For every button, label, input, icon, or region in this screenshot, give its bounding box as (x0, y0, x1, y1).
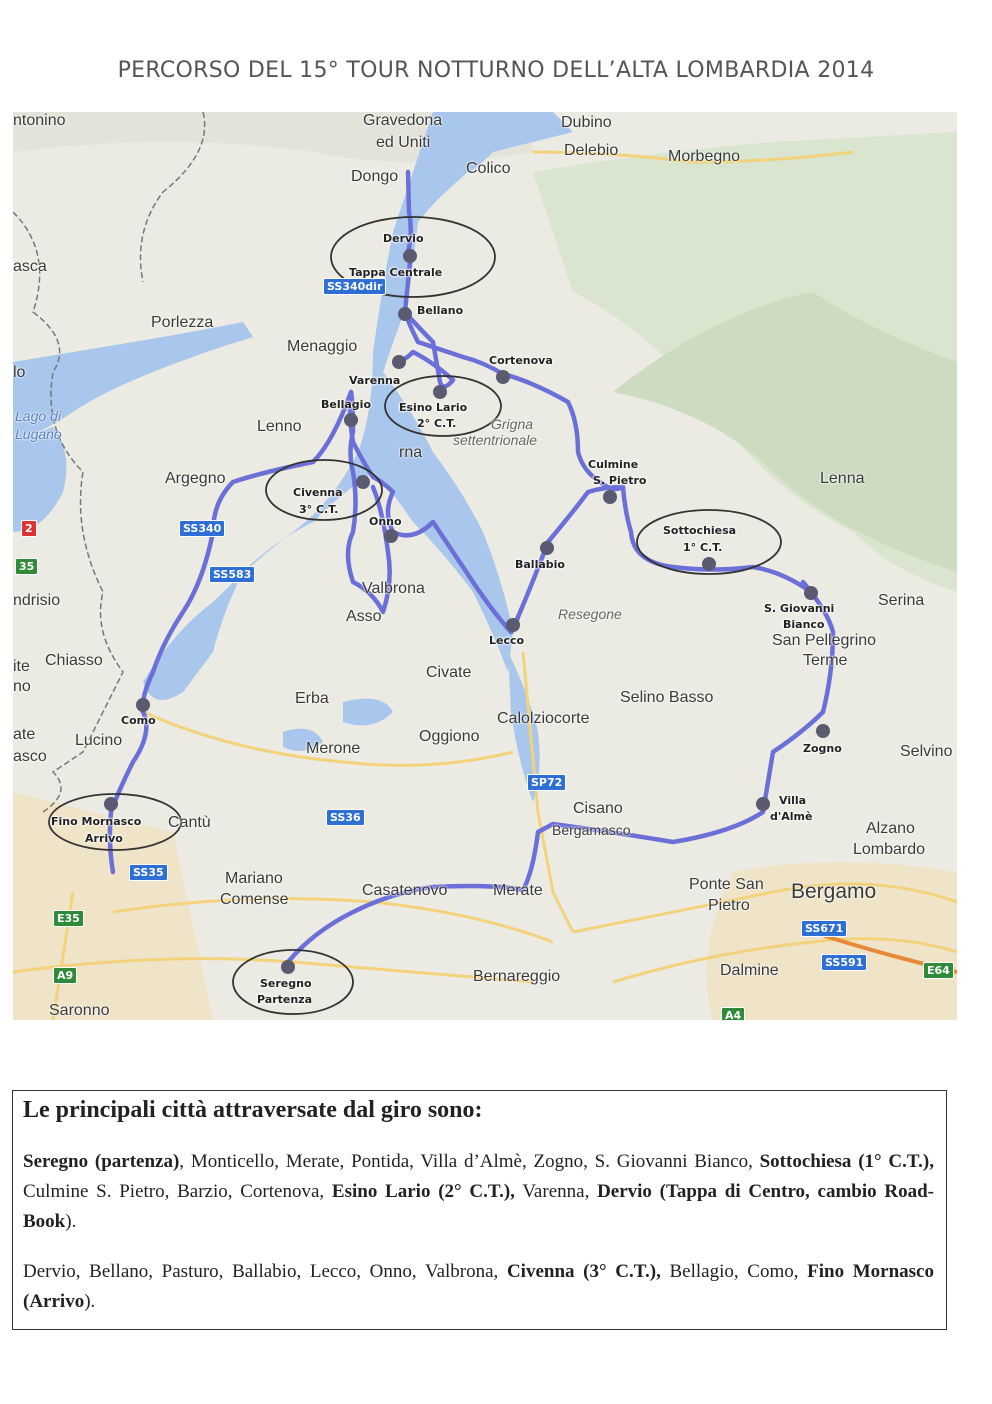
town-text-run: , Monticello, Merate, Pontida, Villa d’Almè, Zogno, S. Giovanni Bianco, (179, 1151, 760, 1172)
stop-dot (506, 618, 520, 632)
place-label: Pietro (708, 897, 750, 914)
stop-label-onno: Onno (369, 515, 402, 528)
place-label: Asso (346, 608, 382, 625)
town-text-run: Civenna (3° C.T.), (506, 1261, 661, 1282)
stop-label-sgiovanni-2: Bianco (783, 618, 825, 631)
stop-label-fino-2: Arrivo (85, 832, 123, 845)
stop-dot (756, 797, 770, 811)
town-text-run: Sottochiesa (1° C.T.), (759, 1151, 934, 1172)
place-label: Lombardo (853, 841, 926, 858)
place-label: Chiasso (45, 652, 103, 669)
road-shield: E64 (923, 962, 954, 979)
stop-dot (816, 724, 830, 738)
road-shield: SS36 (326, 809, 365, 826)
place-label: Colico (466, 160, 511, 177)
place-label: rna (399, 444, 423, 461)
towns-heading: Le principali città attraversate dal giro sono: (23, 1097, 483, 1123)
place-label: Lago di (15, 408, 61, 424)
place-label: Ponte San (689, 876, 764, 893)
place-label: Bergamasco (552, 822, 631, 838)
place-label: asco (13, 748, 47, 765)
town-text-run: ). (65, 1211, 77, 1232)
place-label: Bergamo (791, 880, 877, 903)
place-label: Merone (306, 740, 361, 757)
place-label: Calolziocorte (497, 710, 590, 727)
road-shield: A9 (53, 967, 77, 984)
town-text-run: Culmine S. Pietro, Barzio, Cortenova, (23, 1181, 332, 1202)
road-shield: SS35 (129, 864, 168, 881)
stop-label-ballabio: Ballabio (515, 558, 565, 571)
stop-label-esino: Esino Lario (399, 401, 468, 414)
stop-label-civenna-ct: 3° C.T. (299, 503, 339, 516)
place-label: ntonino (13, 112, 66, 129)
place-label: Lenna (820, 470, 865, 487)
town-text-run: Dervio, Bellano, Pasturo, Ballabio, Lecco, Onno, Valbrona, (23, 1261, 507, 1282)
place-label: Cantù (168, 814, 211, 831)
stop-dot (702, 557, 716, 571)
place-label: ndrisio (13, 592, 61, 609)
road-shield: SS340 (179, 520, 225, 537)
place-label: ed Uniti (376, 134, 431, 151)
road-shield: SS583 (209, 566, 255, 583)
place-label: San Pellegrino (772, 632, 877, 649)
place-label: Terme (803, 652, 848, 669)
place-label: Lugano (15, 426, 62, 442)
place-label: Cisano (573, 800, 623, 817)
stop-label-villa-2: d'Almè (770, 810, 813, 823)
stop-label-villa: Villa (779, 794, 807, 807)
stop-label-bellano: Bellano (417, 304, 464, 317)
place-label: Civate (426, 664, 472, 681)
place-label: Lenno (257, 418, 302, 435)
place-label: Resegone (558, 606, 622, 622)
place-label: Dubino (561, 114, 612, 131)
towns-box (12, 1090, 947, 1330)
place-label: Comense (220, 891, 289, 908)
road-shield: E35 (53, 910, 84, 927)
place-label: Valbrona (362, 580, 425, 597)
stop-dot (540, 541, 554, 555)
place-label: lo (13, 364, 26, 381)
place-label: Lucino (75, 732, 123, 749)
place-label: Dongo (351, 168, 399, 185)
stop-label-esino-ct: 2° C.T. (417, 417, 457, 430)
place-label: settentrionale (453, 432, 538, 448)
stop-dot (398, 307, 412, 321)
stop-label-lecco: Lecco (489, 634, 525, 647)
towns-paragraph-1 (23, 1147, 934, 1237)
place-label: Selino Basso (620, 689, 714, 706)
stop-label-varenna: Varenna (349, 374, 401, 387)
place-label: Erba (295, 690, 329, 707)
town-text-run: Dervio (Tappa di Centro, cambio Road-Book (23, 1181, 934, 1232)
town-text-run: Bellagio, Como, (660, 1261, 808, 1282)
place-label: Gravedona (363, 112, 443, 129)
place-label: Menaggio (287, 338, 358, 355)
place-label: Porlezza (151, 314, 214, 331)
road-shield: SP72 (527, 774, 566, 791)
town-text-run: Fino Mornasco (Arrivo (23, 1261, 934, 1312)
place-label: Saronno (49, 1002, 110, 1019)
road-shield: SS340dir (323, 278, 386, 295)
page-title: PERCORSO DEL 15° TOUR NOTTURNO DELL’ALTA LOMBARDIA 2014 (117, 58, 875, 83)
place-label: Argegno (165, 470, 226, 487)
stop-dot (392, 355, 406, 369)
stop-label-dervio: Dervio (383, 232, 424, 245)
stop-label-civenna: Civenna (293, 486, 343, 499)
place-label: Delebio (564, 142, 619, 159)
stop-dot (403, 249, 417, 263)
road-shield: 2 (21, 520, 37, 537)
route-map[interactable] (13, 112, 957, 1020)
place-label: Bernareggio (473, 968, 561, 985)
road-shield: 35 (15, 558, 38, 575)
stop-dot (104, 797, 118, 811)
place-label: Grigna (491, 416, 534, 432)
place-label: Oggiono (419, 728, 480, 745)
stop-label-fino: Fino Mornasco (51, 815, 142, 828)
town-text-run: Esino Lario (2° C.T.), (331, 1181, 515, 1202)
place-label: no (13, 678, 31, 695)
place-label: Serina (878, 592, 925, 609)
town-text-run: Varenna, (514, 1181, 598, 1202)
place-label: Dalmine (720, 962, 779, 979)
place-label: ite (13, 658, 30, 675)
stop-label-seregno-2: Partenza (257, 993, 312, 1006)
road-shield: SS671 (801, 920, 847, 937)
towns-paragraph-2 (23, 1257, 934, 1317)
stop-label-sottochiesa-ct: 1° C.T. (683, 541, 723, 554)
stop-dot (384, 529, 398, 543)
place-label: ate (13, 726, 36, 743)
place-label: Morbegno (668, 148, 741, 165)
stop-label-como: Como (121, 714, 156, 727)
stop-label-cortenova: Cortenova (489, 354, 553, 367)
place-label: Mariano (225, 870, 283, 887)
stop-dot (804, 586, 818, 600)
stop-dot (136, 698, 150, 712)
stop-label-culmine: Culmine (588, 458, 639, 471)
stop-label-tappa-centrale: Tappa Centrale (349, 266, 443, 279)
stop-label-seregno: Seregno (260, 977, 312, 990)
stop-label-culmine-2: S. Pietro (593, 474, 647, 487)
place-label: Casatenovo (362, 882, 448, 899)
town-text-run: ). (84, 1291, 96, 1312)
stop-dot (281, 960, 295, 974)
road-shield: A4 (721, 1007, 745, 1020)
stop-dot (344, 413, 358, 427)
town-text-run: Seregno (partenza) (23, 1151, 180, 1172)
stop-label-sottochiesa: Sottochiesa (663, 524, 737, 537)
stop-dot (603, 490, 617, 504)
stop-dot (496, 370, 510, 384)
place-label: asca (13, 258, 47, 275)
place-label: Alzano (866, 820, 915, 837)
stop-dot (433, 385, 447, 399)
stop-dot (356, 475, 370, 489)
stop-label-sgiovanni: S. Giovanni (764, 602, 835, 615)
place-label: Merate (493, 882, 543, 899)
place-label: Selvino (900, 743, 953, 760)
stop-label-bellagio: Bellagio (321, 398, 372, 411)
road-shield: SS591 (821, 954, 867, 971)
stop-label-zogno: Zogno (803, 742, 842, 755)
